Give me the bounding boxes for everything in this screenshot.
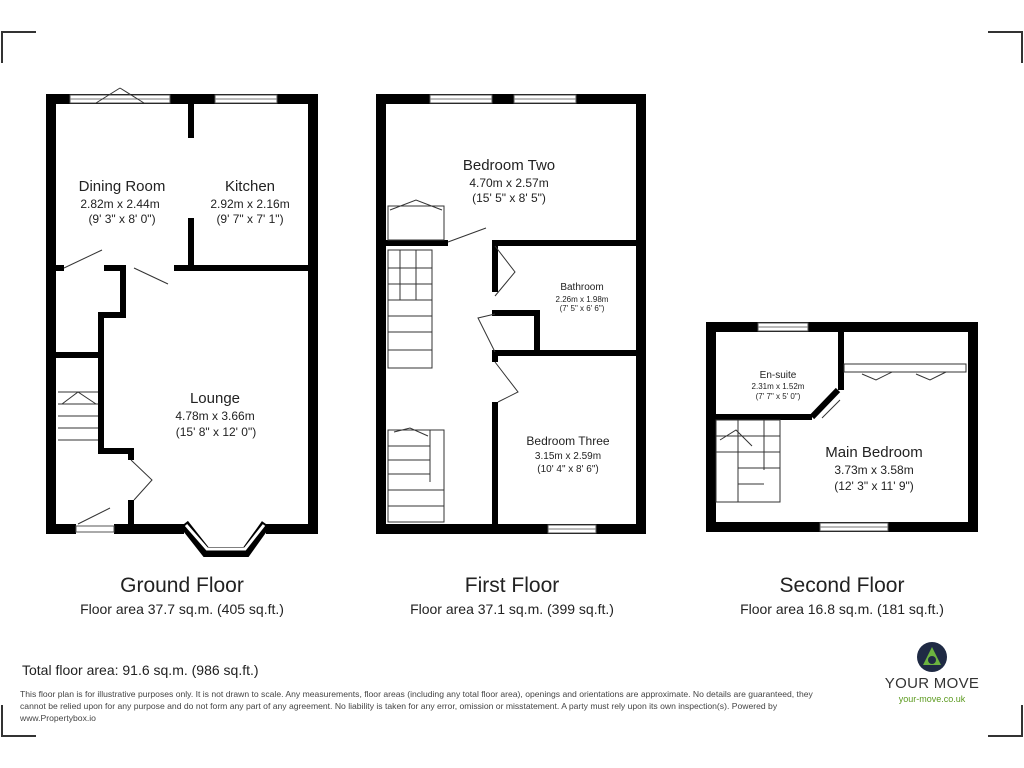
room-size-ft-main-bedroom: (12' 3" x 11' 9") [834, 479, 914, 493]
second-floor-plan [706, 322, 978, 532]
room-size-ft-kitchen: (9' 7" x 7' 1") [216, 212, 284, 226]
room-size-m-kitchen: 2.92m x 2.16m [210, 197, 290, 211]
brand-name: YOUR MOVE [884, 675, 980, 692]
room-size-m-main-bedroom: 3.73m x 3.58m [834, 463, 914, 477]
room-size-ft-bedroom-three: (10' 4" x 8' 6") [537, 464, 599, 475]
room-name-bathroom: Bathroom [560, 282, 604, 293]
room-name-kitchen: Kitchen [224, 178, 276, 195]
room-name-lounge: Lounge [189, 390, 241, 407]
room-size-m-bathroom: 2.26m x 1.98m [555, 295, 609, 304]
room-name-main-bedroom: Main Bedroom [825, 444, 923, 461]
floor-title-first: First Floor [464, 574, 560, 597]
brand-url-link[interactable]: your-move.co.uk [898, 694, 966, 704]
room-size-m-bedroom-two: 4.70m x 2.57m [469, 176, 549, 190]
total-floor-area: Total floor area: 91.6 sq.m. (986 sq.ft.) [22, 662, 259, 678]
floor-title-second: Second Floor [779, 574, 905, 597]
disclaimer-text: This floor plan is for illustrative purposes only. It is not drawn to scale. Any measurements, floor areas (including any total floor area), openings and orientations are approximate. No details are guaranteed, they cannot be relied upon for any purpose and do not form any part of any agreement. No liability is taken for any error, omission or misstatement. A party must rely upon its own inspection(s). Powered by www.Propertybox.io [20, 689, 813, 723]
floor-area-first: Floor area 37.1 sq.m. (399 sq.ft.) [410, 601, 614, 617]
floor-area-second: Floor area 16.8 sq.m. (181 sq.ft.) [740, 601, 944, 617]
room-name-en-suite: En-suite [759, 370, 797, 381]
room-size-ft-bedroom-two: (15' 5" x 8' 5") [472, 191, 546, 205]
floor-title-ground: Ground Floor [120, 574, 244, 597]
your-move-logo-icon [917, 642, 947, 672]
room-name-bedroom-two: Bedroom Two [462, 157, 556, 174]
room-name-dining-room: Dining Room [78, 178, 166, 195]
floor-area-ground: Floor area 37.7 sq.m. (405 sq.ft.) [80, 601, 284, 617]
room-size-m-dining-room: 2.82m x 2.44m [80, 197, 160, 211]
room-size-m-bedroom-three: 3.15m x 2.59m [534, 451, 602, 462]
room-size-ft-dining-room: (9' 3" x 8' 0") [88, 212, 156, 226]
room-size-m-lounge: 4.78m x 3.66m [175, 409, 255, 423]
ground-floor-plan [46, 88, 318, 552]
room-size-ft-en-suite: (7' 7" x 5' 0") [755, 392, 801, 401]
room-size-ft-lounge: (15' 8" x 12' 0") [175, 425, 257, 439]
room-name-bedroom-three: Bedroom Three [526, 434, 610, 448]
room-size-m-en-suite: 2.31m x 1.52m [751, 382, 805, 391]
room-size-ft-bathroom: (7' 5" x 6' 6") [559, 304, 605, 313]
